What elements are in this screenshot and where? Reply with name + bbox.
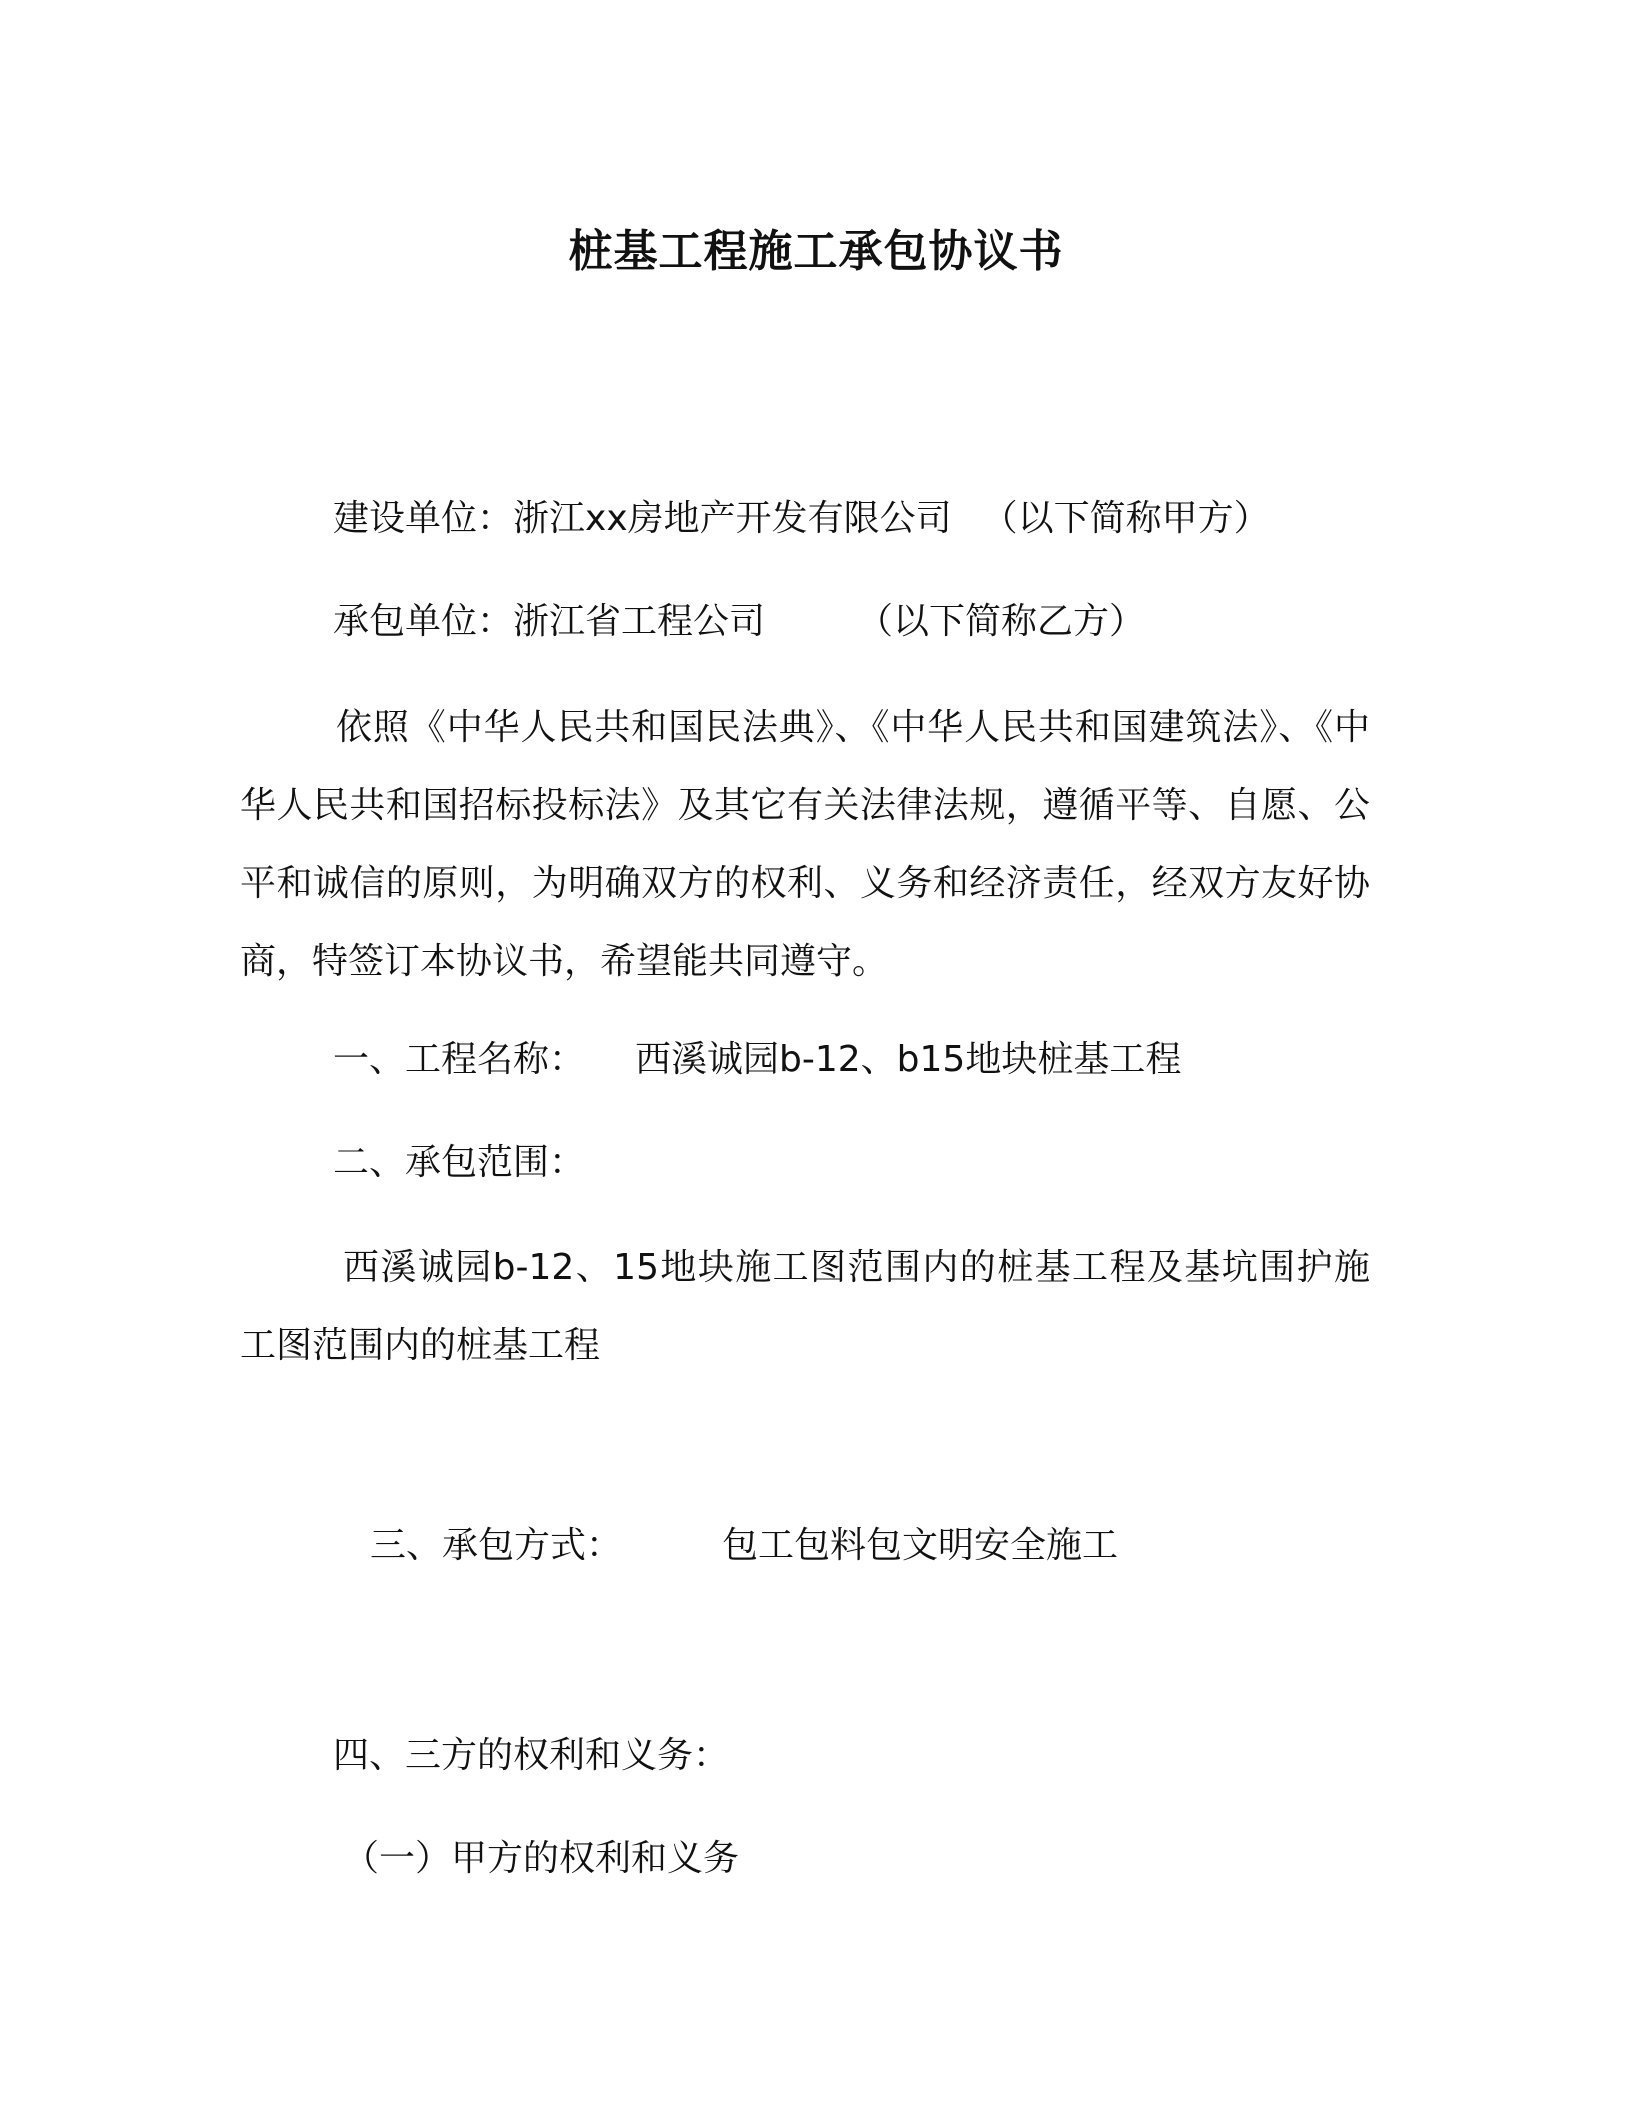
party-b-label: 承包单位：	[333, 601, 514, 642]
section-3-line	[370, 1522, 1118, 1570]
section-3-label: 三、承包方式：	[370, 1525, 623, 1566]
party-b-note: （以下简称乙方）	[857, 601, 1146, 642]
section-2-heading: 二、承包范围：	[333, 1142, 586, 1183]
party-b-value: 浙江省工程公司	[513, 601, 766, 642]
section-1-line	[333, 1036, 1181, 1084]
document-title: 桩基工程施工承包协议书	[568, 226, 1064, 277]
section-1-label: 一、工程名称：	[333, 1039, 586, 1080]
subsection-1-heading: （一）甲方的权利和义务	[343, 1838, 740, 1879]
party-b-line	[333, 598, 1145, 646]
section-4-heading: 四、三方的权利和义务：	[333, 1735, 730, 1776]
party-a-value: 浙江xx房地产开发有限公司	[513, 498, 952, 539]
party-a-label: 建设单位：	[333, 498, 514, 539]
section-1-value: 西溪诚园b-12、b15地块桩基工程	[635, 1039, 1182, 1080]
preamble-paragraph: 依照《中华人民共和国民法典》、《中华人民共和国建筑法》、《中华人民共和国招标投标法》及其它有关法律法规，遵循平等、自愿、公平和诚信的原则，为明确双方的权利、义务和经济责任，经双方友好协商，特签订本协议书，希望能共同遵守。	[240, 707, 1370, 982]
section-2-paragraph: 西溪诚园b-12、15地块施工图范围内的桩基工程及基坑围护施工图范围内的桩基工程	[240, 1247, 1370, 1366]
section-3-value: 包工包料包文明安全施工	[722, 1525, 1119, 1566]
party-a-note: （以下简称甲方）	[981, 498, 1270, 539]
party-a-line	[333, 495, 1270, 543]
